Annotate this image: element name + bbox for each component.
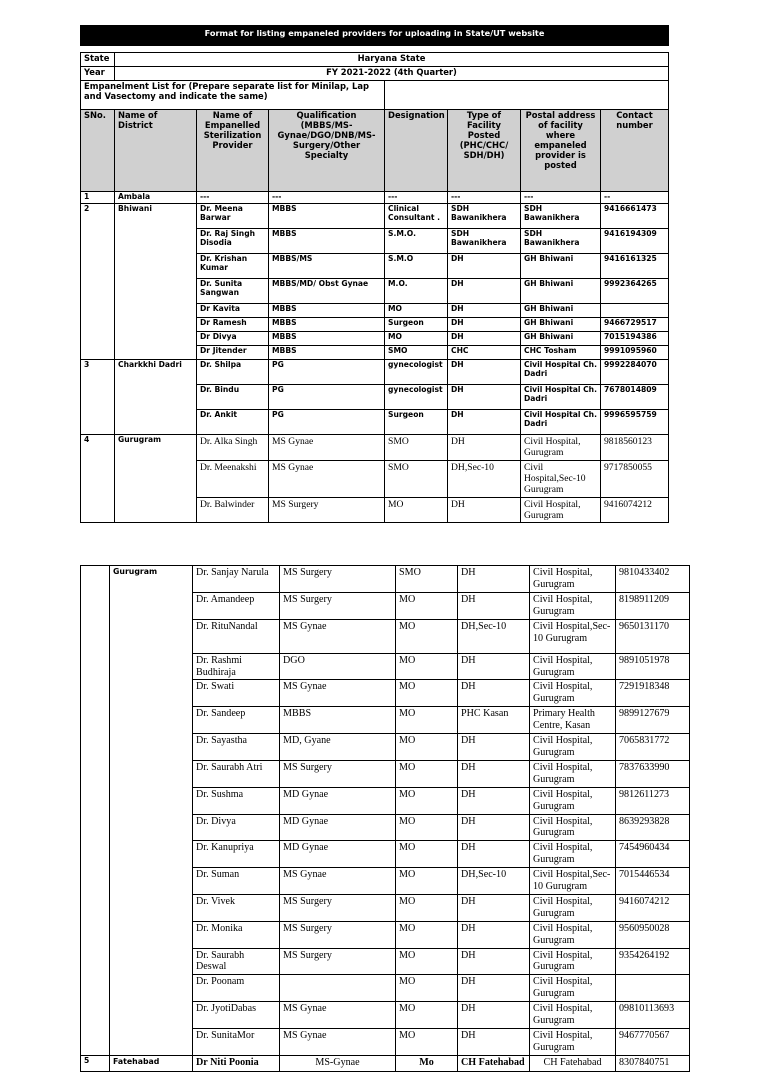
cell-provider: Dr. Rashmi Budhiraja	[193, 653, 280, 680]
cell-address: SDH Bawanikhera	[521, 204, 601, 229]
cell-address: GH Bhiwani	[521, 254, 601, 279]
cell-provider: Dr. Kanupriya	[193, 841, 280, 868]
cell-provider: Dr. SunitaMor	[193, 1029, 280, 1056]
cell-contact: 9416074212	[616, 894, 690, 921]
cell-provider: Dr. Saurabh Deswal	[193, 948, 280, 975]
cell-address: Civil Hospital,Sec-10 Gurugram	[530, 868, 616, 895]
cell-qualification: MS Surgery	[280, 760, 396, 787]
cell-provider: Dr. Swati	[193, 680, 280, 707]
cell-address: Civil Hospital, Gurugram	[530, 566, 616, 593]
spacer-row	[81, 46, 669, 53]
cell-provider: Dr. Bindu	[197, 385, 269, 410]
empanelment-table-top	[80, 25, 669, 523]
cell-contact: 9810433402	[616, 566, 690, 593]
cell-sno: 2	[81, 204, 115, 360]
cell-qualification: MS Gynae	[280, 680, 396, 707]
cell-qualification: MBBS	[269, 346, 385, 360]
cell-designation: MO	[396, 841, 458, 868]
cell-contact: 8198911209	[616, 592, 690, 619]
cell-designation: MO	[396, 921, 458, 948]
cell-facility: DH	[448, 332, 521, 346]
cell-designation: Mo	[396, 1055, 458, 1071]
cell-address: Civil Hospital, Gurugram	[530, 787, 616, 814]
cell-provider: Dr. Sunita Sangwan	[197, 279, 269, 304]
cell-contact: 9991095960	[601, 346, 669, 360]
cell-district: Gurugram	[115, 435, 197, 523]
cell-facility: DH	[458, 948, 530, 975]
cell-contact: 9467770567	[616, 1029, 690, 1056]
cell-qualification: MS Gynae	[280, 868, 396, 895]
cell-designation: Surgeon	[385, 318, 448, 332]
cell-facility: DH	[448, 254, 521, 279]
cell-facility: DH,Sec-10	[448, 460, 521, 497]
cell-address: Civil Hospital Ch. Dadri	[521, 385, 601, 410]
header-designation: Designation	[385, 110, 448, 192]
cell-address: GH Bhiwani	[521, 279, 601, 304]
cell-district: Ambala	[115, 192, 197, 204]
cell-address: Civil Hospital, Gurugram	[521, 435, 601, 461]
cell-facility: DH	[458, 787, 530, 814]
cell-contact: 7454960434	[616, 841, 690, 868]
cell-address: Civil Hospital,Sec-10 Gurugram	[530, 619, 616, 653]
cell-facility: DH	[458, 592, 530, 619]
cell-provider: Dr. Sanjay Narula	[193, 566, 280, 593]
cell-contact: 09810113693	[616, 1002, 690, 1029]
cell-provider: Dr Niti Poonia	[193, 1055, 280, 1071]
cell-district: Gurugram	[110, 566, 193, 1056]
cell-qualification: MBBS	[280, 707, 396, 734]
cell-designation: SMO	[396, 566, 458, 593]
cell-contact	[601, 304, 669, 318]
cell-contact: 7065831772	[616, 734, 690, 761]
cell-designation: SMO	[385, 346, 448, 360]
cell-sno: 1	[81, 192, 115, 204]
cell-contact: 7291918348	[616, 680, 690, 707]
cell-address: Civil Hospital, Gurugram	[530, 760, 616, 787]
cell-qualification: MBBS	[269, 204, 385, 229]
cell-sno: 4	[81, 435, 115, 523]
cell-provider: Dr. Sandeep	[193, 707, 280, 734]
cell-designation: SMO	[385, 460, 448, 497]
cell-provider: Dr Jitender	[197, 346, 269, 360]
cell-facility: DH,Sec-10	[458, 868, 530, 895]
cell-provider: Dr. Alka Singh	[197, 435, 269, 461]
header-district: Name of District	[115, 110, 197, 192]
cell-contact: 7015446534	[616, 868, 690, 895]
cell-address: Civil Hospital, Gurugram	[521, 497, 601, 523]
empanelment-list-note: Empanelment List for (Prepare separate list for Minilap, Lap and Vasectomy and indicate the same)	[81, 81, 385, 110]
cell-contact: 9996595759	[601, 410, 669, 435]
cell-designation: ---	[385, 192, 448, 204]
cell-facility: SDH Bawanikhera	[448, 229, 521, 254]
header-postal-address: Postal address of facility where empaneled provider is posted	[521, 110, 601, 192]
cell-provider: Dr. Suman	[193, 868, 280, 895]
cell-address: Civil Hospital, Gurugram	[530, 592, 616, 619]
cell-address: GH Bhiwani	[521, 332, 601, 346]
cell-provider: Dr Divya	[197, 332, 269, 346]
format-banner: Format for listing empaneled providers for uploading in State/UT website	[81, 26, 669, 46]
cell-facility: DH	[458, 653, 530, 680]
cell-address: Civil Hospital, Gurugram	[530, 841, 616, 868]
cell-contact: 9812611273	[616, 787, 690, 814]
cell-facility: PHC Kasan	[458, 707, 530, 734]
cell-facility: DH	[458, 734, 530, 761]
header-facility-type: Type of Facility Posted (PHC/CHC/ SDH/DH)	[448, 110, 521, 192]
cell-address: SDH Bawanikhera	[521, 229, 601, 254]
cell-qualification: MBBS/MS	[269, 254, 385, 279]
cell-facility: DH	[448, 279, 521, 304]
cell-facility: SDH Bawanikhera	[448, 204, 521, 229]
cell-designation: gynecologist	[385, 360, 448, 385]
cell-provider: Dr. Krishan Kumar	[197, 254, 269, 279]
cell-facility: DH	[448, 385, 521, 410]
cell-qualification: MS Surgery	[280, 894, 396, 921]
cell-provider: Dr. Balwinder	[197, 497, 269, 523]
empanelment-table-continued	[80, 565, 690, 1072]
cell-address: CH Fatehabad	[530, 1055, 616, 1071]
cell-provider: Dr. Sayastha	[193, 734, 280, 761]
cell-contact: --	[601, 192, 669, 204]
cell-facility: DH	[448, 410, 521, 435]
cell-provider: Dr. JyotiDabas	[193, 1002, 280, 1029]
cell-address: Civil Hospital, Gurugram	[530, 734, 616, 761]
cell-facility: DH	[458, 1002, 530, 1029]
cell-designation: M.O.	[385, 279, 448, 304]
cell-qualification: MD Gynae	[280, 841, 396, 868]
cell-designation: gynecologist	[385, 385, 448, 410]
cell-qualification: ---	[269, 192, 385, 204]
year-label: Year	[81, 67, 115, 81]
cell-provider: Dr. Amandeep	[193, 592, 280, 619]
cell-contact: 9416661473	[601, 204, 669, 229]
cell-designation: MO	[385, 497, 448, 523]
cell-facility: DH	[458, 841, 530, 868]
cell-designation: MO	[385, 304, 448, 318]
cell-contact: 9560950028	[616, 921, 690, 948]
cell-sno	[81, 566, 110, 1056]
cell-designation: MO	[396, 760, 458, 787]
header-provider: Name of Empanelled Sterilization Provider	[197, 110, 269, 192]
cell-designation: MO	[396, 592, 458, 619]
cell-designation: MO	[396, 868, 458, 895]
cell-designation: Clinical Consultant .	[385, 204, 448, 229]
cell-provider: Dr. Sushma	[193, 787, 280, 814]
cell-contact: 9416194309	[601, 229, 669, 254]
cell-facility: DH	[458, 921, 530, 948]
cell-qualification: MBBS	[269, 318, 385, 332]
cell-designation: MO	[396, 619, 458, 653]
cell-facility: DH	[448, 318, 521, 332]
cell-designation: MO	[396, 894, 458, 921]
cell-designation: S.M.O	[385, 254, 448, 279]
cell-designation: MO	[396, 734, 458, 761]
cell-contact: 9717850055	[601, 460, 669, 497]
cell-address: Civil Hospital, Gurugram	[530, 1002, 616, 1029]
cell-qualification: MS Gynae	[269, 460, 385, 497]
cell-qualification: MS Gynae	[269, 435, 385, 461]
cell-address: Civil Hospital Ch. Dadri	[521, 410, 601, 435]
cell-qualification: MBBS	[269, 332, 385, 346]
cell-qualification: PG	[269, 410, 385, 435]
cell-facility: DH	[458, 975, 530, 1002]
cell-facility: CH Fatehabad	[458, 1055, 530, 1071]
cell-qualification	[280, 975, 396, 1002]
cell-district: Charkkhi Dadri	[115, 360, 197, 435]
cell-designation: MO	[396, 814, 458, 841]
cell-qualification: MS Gynae	[280, 619, 396, 653]
state-label: State	[81, 53, 115, 67]
cell-address: Civil Hospital, Gurugram	[530, 921, 616, 948]
cell-designation: MO	[396, 948, 458, 975]
cell-address: ---	[521, 192, 601, 204]
cell-facility: DH	[448, 360, 521, 385]
cell-address: Civil Hospital, Gurugram	[530, 1029, 616, 1056]
header-qualification: Qualification (MBBS/MS-Gynae/DGO/DNB/MS-Surgery/Other Specialty	[269, 110, 385, 192]
cell-address: Civil Hospital, Gurugram	[530, 894, 616, 921]
cell-contact	[616, 975, 690, 1002]
cell-contact: 7015194386	[601, 332, 669, 346]
cell-address: Civil Hospital,Sec-10 Gurugram	[521, 460, 601, 497]
cell-designation: MO	[396, 1029, 458, 1056]
cell-contact: 9818560123	[601, 435, 669, 461]
cell-contact: 9466729517	[601, 318, 669, 332]
cell-qualification: MD Gynae	[280, 814, 396, 841]
cell-facility: DH	[458, 894, 530, 921]
cell-provider: Dr Kavita	[197, 304, 269, 318]
cell-qualification: MS-Gynae	[280, 1055, 396, 1071]
cell-facility: DH	[448, 435, 521, 461]
cell-provider: Dr. Poonam	[193, 975, 280, 1002]
cell-designation: MO	[396, 787, 458, 814]
cell-qualification: MS Gynae	[280, 1029, 396, 1056]
header-sno: SNo.	[81, 110, 115, 192]
cell-qualification: MBBS/MD/ Obst Gynae	[269, 279, 385, 304]
cell-contact: 9992364265	[601, 279, 669, 304]
cell-address: GH Bhiwani	[521, 318, 601, 332]
cell-qualification: MS Surgery	[280, 566, 396, 593]
cell-qualification: MS Surgery	[280, 921, 396, 948]
cell-contact: 9354264192	[616, 948, 690, 975]
cell-address: Civil Hospital, Gurugram	[530, 975, 616, 1002]
cell-designation: MO	[396, 707, 458, 734]
cell-address: Civil Hospital, Gurugram	[530, 948, 616, 975]
cell-qualification: MS Surgery	[269, 497, 385, 523]
cell-facility: DH	[458, 814, 530, 841]
cell-designation: MO	[396, 1002, 458, 1029]
cell-provider: Dr Ramesh	[197, 318, 269, 332]
cell-facility: DH	[458, 566, 530, 593]
cell-facility: ---	[448, 192, 521, 204]
cell-contact: 9416074212	[601, 497, 669, 523]
cell-facility: DH	[458, 1029, 530, 1056]
cell-contact: 9416161325	[601, 254, 669, 279]
cell-provider: Dr. RituNandal	[193, 619, 280, 653]
cell-designation: SMO	[385, 435, 448, 461]
cell-designation: MO	[385, 332, 448, 346]
cell-provider: Dr. Meena Barwar	[197, 204, 269, 229]
state-value: Haryana State	[115, 53, 669, 67]
cell-contact: 8639293828	[616, 814, 690, 841]
cell-designation: MO	[396, 680, 458, 707]
year-value: FY 2021-2022 (4th Quarter)	[115, 67, 669, 81]
cell-contact: 9992284070	[601, 360, 669, 385]
cell-designation: Surgeon	[385, 410, 448, 435]
cell-district: Fatehabad	[110, 1055, 193, 1071]
cell-address: GH Bhiwani	[521, 304, 601, 318]
cell-provider: ---	[197, 192, 269, 204]
cell-contact: 9899127679	[616, 707, 690, 734]
cell-qualification: MS Gynae	[280, 1002, 396, 1029]
cell-contact: 9650131170	[616, 619, 690, 653]
cell-qualification: MS Surgery	[280, 592, 396, 619]
cell-sno: 3	[81, 360, 115, 435]
cell-designation: S.M.O.	[385, 229, 448, 254]
cell-contact: 7837633990	[616, 760, 690, 787]
cell-provider: Dr. Shilpa	[197, 360, 269, 385]
cell-address: Civil Hospital, Gurugram	[530, 814, 616, 841]
cell-provider: Dr. Monika	[193, 921, 280, 948]
cell-facility: DH	[448, 497, 521, 523]
cell-facility: DH	[458, 760, 530, 787]
cell-qualification: DGO	[280, 653, 396, 680]
cell-qualification: MBBS	[269, 304, 385, 318]
cell-facility: CHC	[448, 346, 521, 360]
blank-cell	[385, 81, 669, 110]
cell-facility: DH,Sec-10	[458, 619, 530, 653]
cell-contact: 9891051978	[616, 653, 690, 680]
cell-qualification: MD Gynae	[280, 787, 396, 814]
header-contact: Contact number	[601, 110, 669, 192]
cell-sno: 5	[81, 1055, 110, 1071]
cell-address: Civil Hospital Ch. Dadri	[521, 360, 601, 385]
cell-qualification: PG	[269, 385, 385, 410]
cell-address: CHC Tosham	[521, 346, 601, 360]
cell-address: Primary Health Centre, Kasan	[530, 707, 616, 734]
cell-address: Civil Hospital, Gurugram	[530, 653, 616, 680]
cell-contact: 7678014809	[601, 385, 669, 410]
cell-qualification: MS Surgery	[280, 948, 396, 975]
cell-facility: DH	[458, 680, 530, 707]
cell-provider: Dr. Meenakshi	[197, 460, 269, 497]
cell-district: Bhiwani	[115, 204, 197, 360]
cell-provider: Dr. Raj Singh Disodia	[197, 229, 269, 254]
cell-designation: MO	[396, 653, 458, 680]
cell-qualification: PG	[269, 360, 385, 385]
cell-provider: Dr. Ankit	[197, 410, 269, 435]
cell-facility: DH	[448, 304, 521, 318]
cell-contact: 8307840751	[616, 1055, 690, 1071]
cell-provider: Dr. Saurabh Atri	[193, 760, 280, 787]
cell-qualification: MD, Gyane	[280, 734, 396, 761]
cell-provider: Dr. Divya	[193, 814, 280, 841]
cell-designation: MO	[396, 975, 458, 1002]
cell-qualification: MBBS	[269, 229, 385, 254]
cell-provider: Dr. Vivek	[193, 894, 280, 921]
cell-address: Civil Hospital, Gurugram	[530, 680, 616, 707]
